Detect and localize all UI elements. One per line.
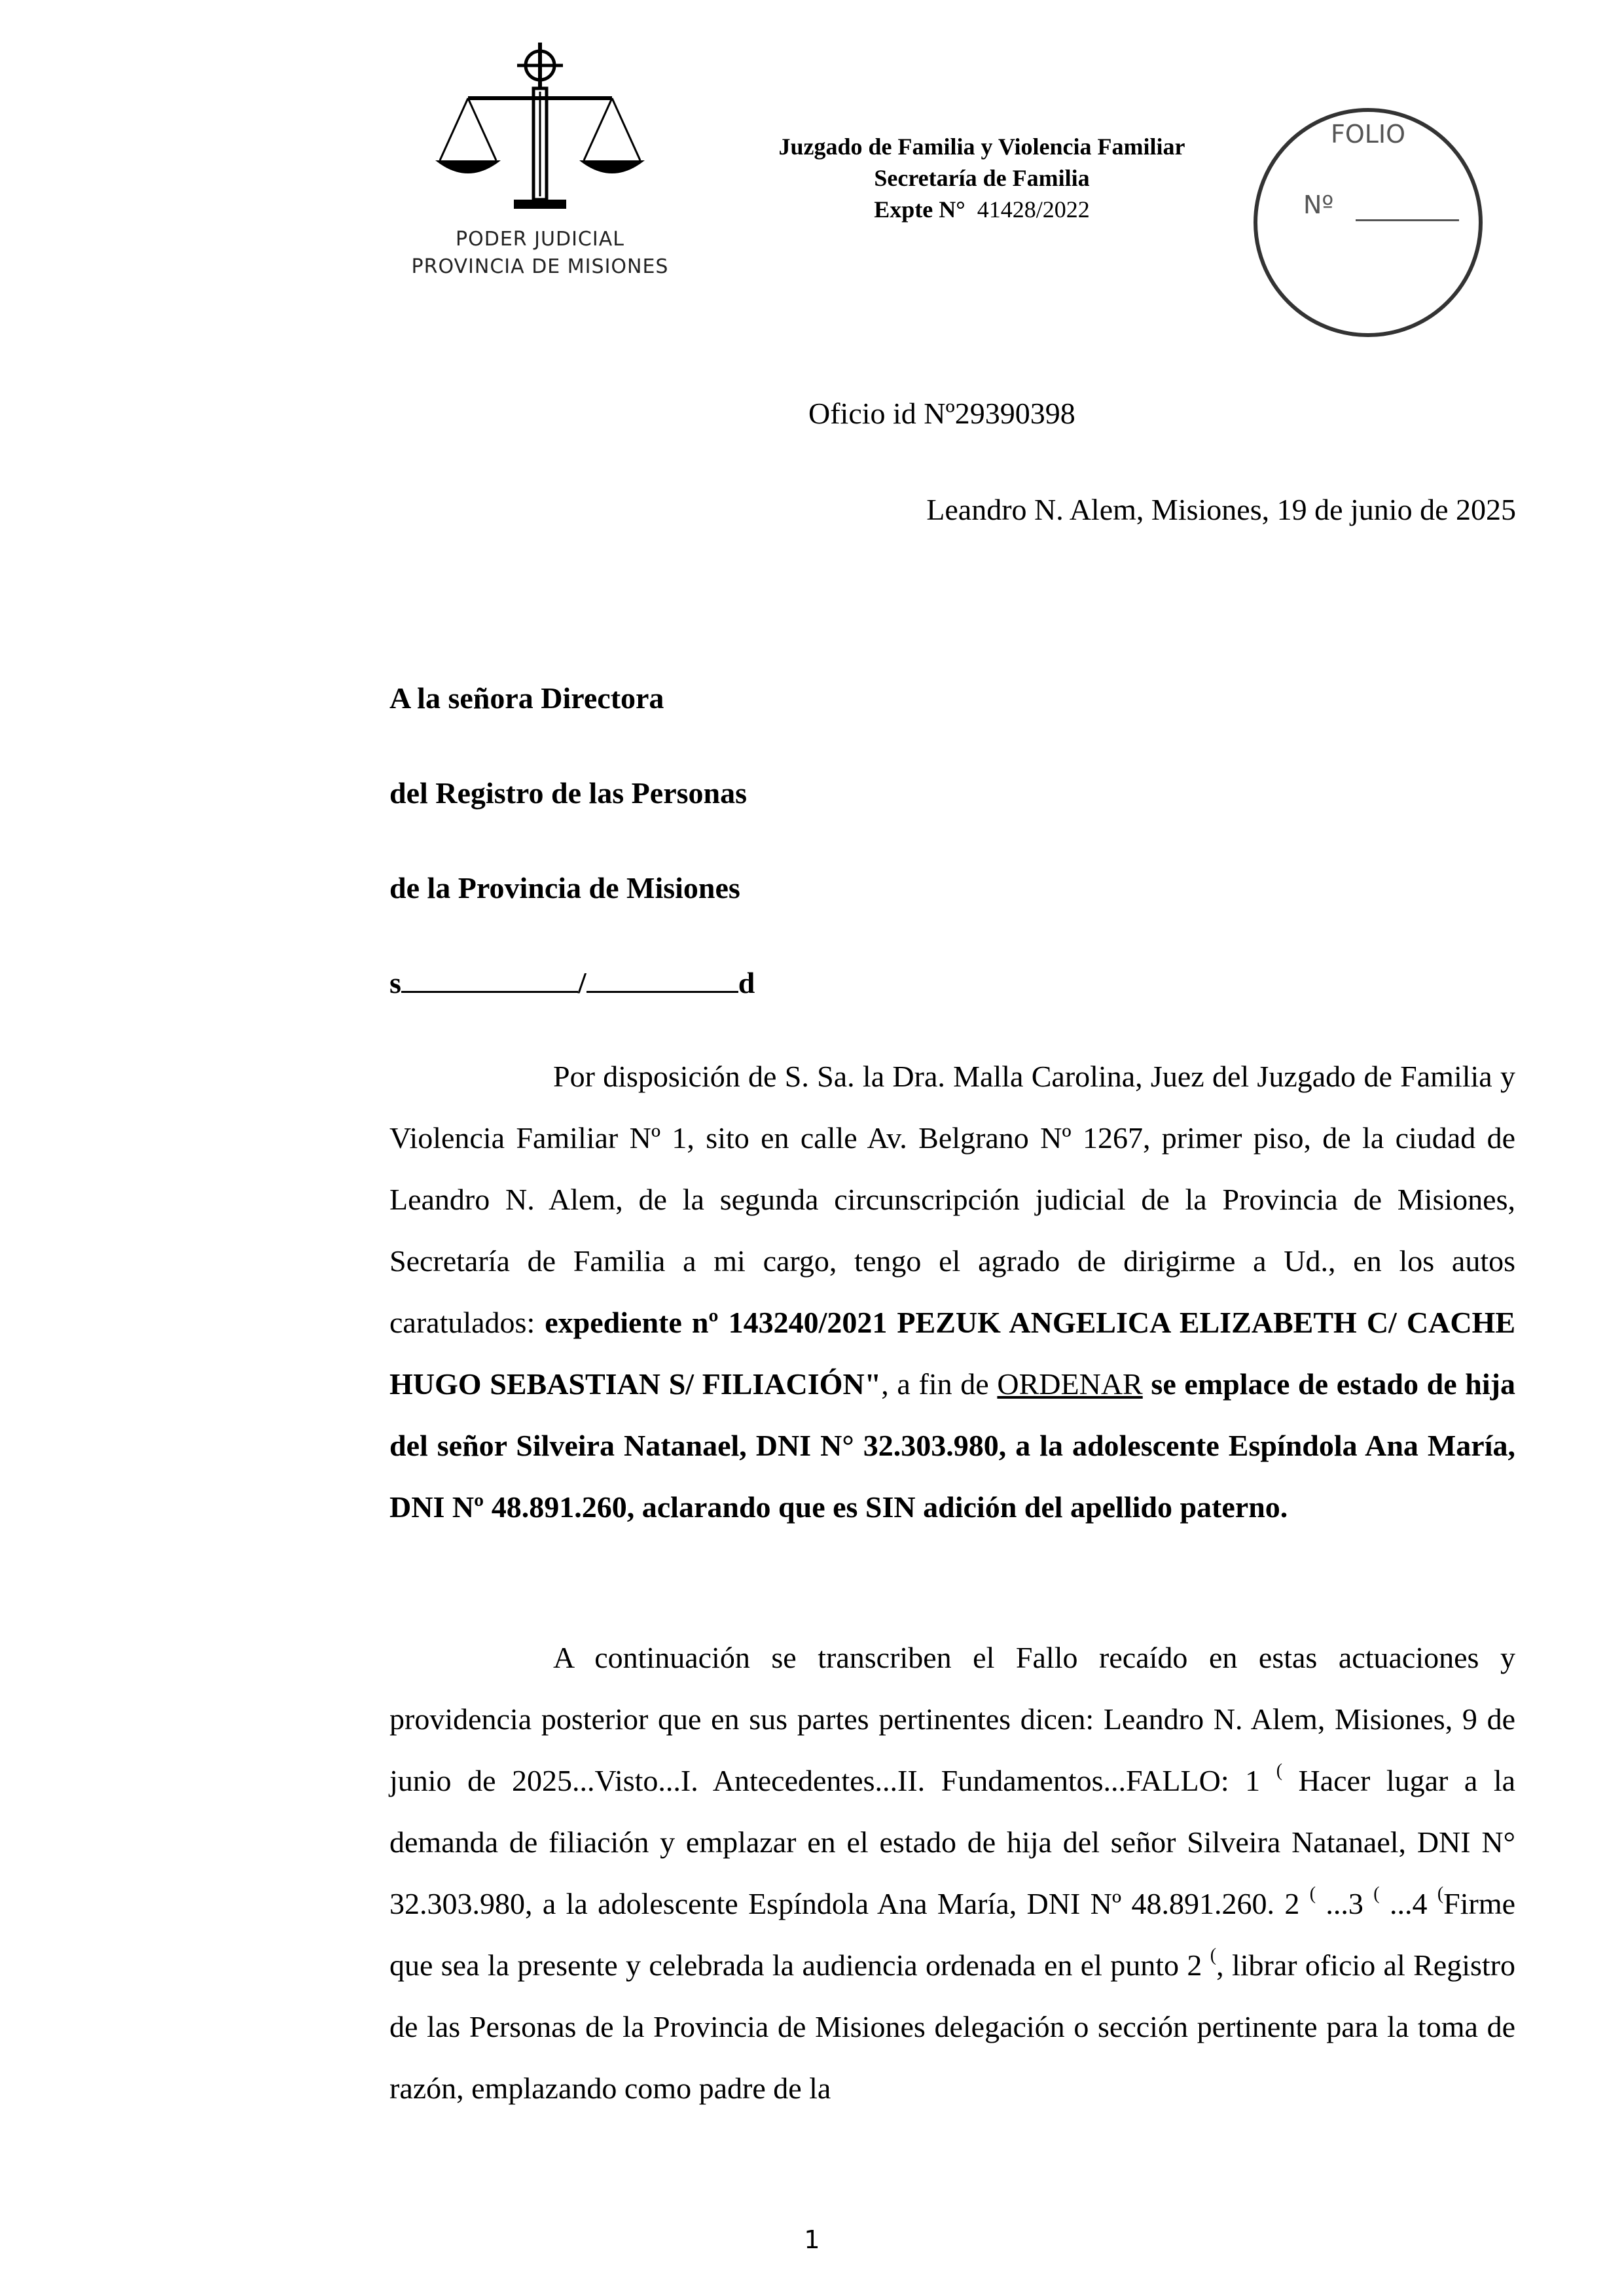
folio-number-label: Nº (1303, 190, 1334, 219)
salutation-slash: / (577, 966, 586, 999)
addressee-line-3: de la Provincia de Misiones (389, 871, 740, 905)
salutation-d: d (738, 966, 755, 999)
addressee-line-1: A la señora Directora (389, 681, 664, 715)
p1-text-3 (1143, 1367, 1151, 1401)
p2-text-6: , librar oficio al Registro de las Personas de la Provincia de Misiones delegación o sección pertinente para la toma de razón, emplazando como padre de la (389, 1948, 1515, 2105)
expediente-line (694, 194, 1270, 225)
p2-mark-5: ( (1210, 1945, 1217, 1965)
expte-value: 41428/2022 (977, 196, 1090, 223)
p2-text-1: A continuación se transcriben el Fallo recaído en estas actuaciones y providencia posterior que en sus partes pertinentes dicen: Leandro N. Alem, Misiones, 9 de junio de 2025...Visto...I. Antecedentes...II. Fundamentos...FALLO: 1 (389, 1641, 1515, 1797)
p1-order-text: se emplace de estado de hija del señor Silveira Natanael, DNI N° 32.303.980, a la adolescente Espíndola Ana María, DNI Nº 48.891.260, aclarando que es SIN adición del apellido paterno. (389, 1367, 1515, 1524)
p2-text-2: Hacer lugar a la demanda de filiación y emplazar en el estado de hija del señor Silveira Natanael, DNI N° 32.303.980, a la adolescente Espíndola Ana María, DNI Nº 48.891.260. 2 (389, 1764, 1516, 1920)
p2-mark-3: ( (1373, 1884, 1380, 1904)
page-number: 1 (804, 2225, 820, 2254)
folio-title: FOLIO (1330, 120, 1406, 149)
p1-text-1: Por disposición de S. Sa. la Dra. Malla Carolina, Juez del Juzgado de Familia y Violencia Familiar Nº 1, sito en calle Av. Belgrano Nº 1267, primer piso, de la ciudad de Leandro N. Alem, de la segunda circunscripción judicial de la Provincia de Misiones, Secretaría de Familia a mi cargo, tengo el agrado de dirigirme a Ud., en los autos caratulados: (389, 1060, 1515, 1339)
addressee-line-2: del Registro de las Personas (389, 776, 748, 810)
court-header (694, 131, 1270, 225)
place-date: Leandro N. Alem, Misiones, 19 de junio de 2025 (926, 493, 1516, 526)
scales-of-justice-icon (432, 39, 648, 223)
p1-ordenar: ORDENAR (997, 1367, 1143, 1401)
expte-label: Expte N° (874, 196, 965, 223)
salutation-s: s (389, 966, 401, 999)
p2-mark-1: ( (1276, 1761, 1283, 1781)
folio-number-blank (1356, 219, 1459, 221)
folio-stamp (1254, 108, 1483, 337)
blank-2 (586, 966, 738, 993)
p2-text-4: ...4 (1379, 1887, 1428, 1920)
p2-text-5: Firme que sea la presente y celebrada la audiencia ordenada en el punto 2 (389, 1887, 1516, 1982)
p2-text-3: ...3 (1316, 1887, 1363, 1920)
logo-line-1: PODER JUDICIAL (456, 228, 624, 251)
body-paragraph-1 (389, 1046, 1515, 1538)
body-paragraph-2 (389, 1627, 1515, 2119)
p2-mark-4: ( (1437, 1884, 1444, 1904)
p1-text-2: , a fin de (881, 1367, 998, 1401)
p2-mark-2: ( (1309, 1884, 1316, 1904)
oficio-id: Oficio id Nº29390398 (808, 397, 1075, 430)
court-name: Juzgado de Familia y Violencia Familiar (778, 134, 1185, 160)
secretaria-name: Secretaría de Familia (874, 165, 1090, 191)
blank-1 (401, 966, 578, 993)
p1-case-title: expediente nº 143240/2021 PEZUK ANGELICA ELIZABETH C/ CACHE HUGO SEBASTIAN S/ FILIACIÓN" (389, 1306, 1515, 1401)
logo-line-2: PROVINCIA DE MISIONES (411, 255, 669, 278)
poder-judicial-logo (399, 39, 681, 295)
salutation-blank-line (389, 965, 755, 1000)
